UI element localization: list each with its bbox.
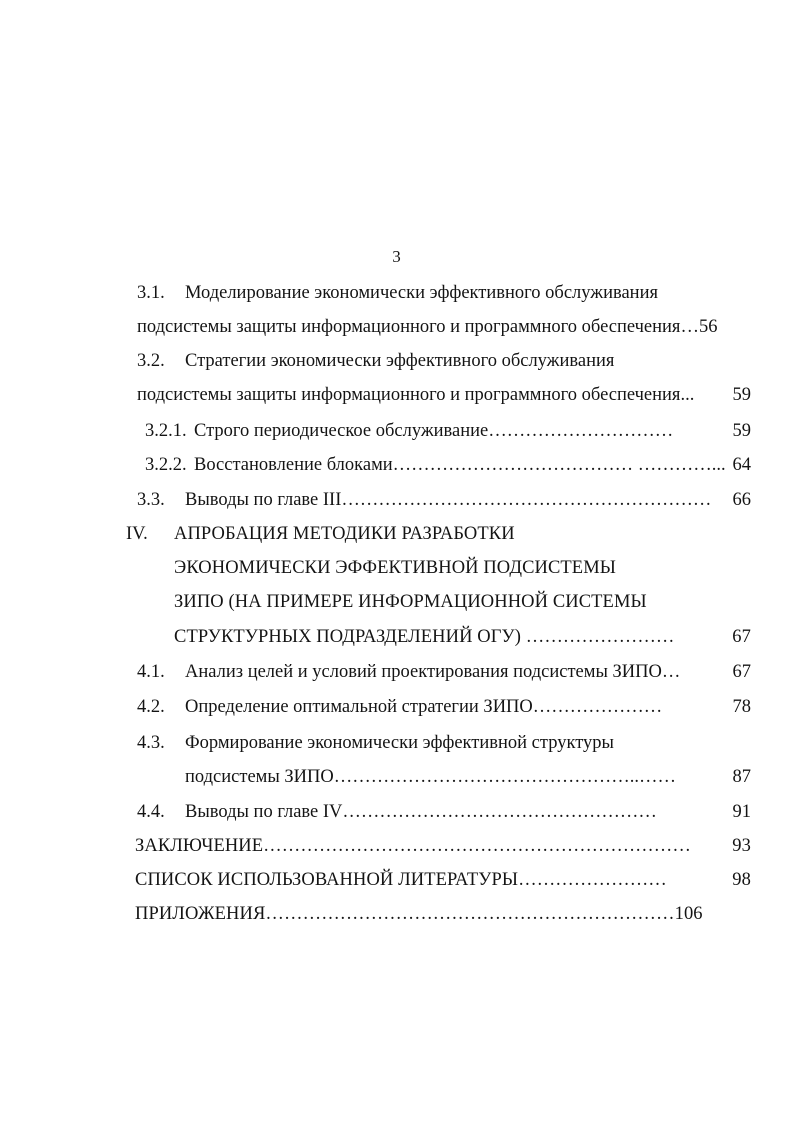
- toc-entry: [174, 625, 751, 649]
- toc-entry-text: ПРИЛОЖЕНИЯ…………………………………………………………106: [135, 904, 703, 924]
- toc-entry: [185, 660, 751, 684]
- toc-entry-text: СПИСОК ИСПОЛЬЗОВАННОЙ ЛИТЕРАТУРЫ……………………: [135, 870, 667, 890]
- toc-entry-text: Формирование экономически эффективной структуры: [185, 733, 614, 753]
- toc-entry: [185, 695, 751, 719]
- toc-entry: [194, 453, 751, 477]
- toc-entry-text: ЗАКЛЮЧЕНИЕ……………………………………………………………: [135, 836, 691, 856]
- toc-entry: [137, 383, 751, 407]
- toc-entry-page: 67: [732, 662, 751, 682]
- toc-entry: [185, 731, 751, 755]
- toc-entry: [174, 590, 751, 614]
- toc-entry: [185, 488, 751, 512]
- toc-entry: [185, 349, 745, 373]
- toc-entry-number: 3.2.: [137, 351, 165, 371]
- toc-entry: [185, 281, 745, 305]
- toc-entry-number: 3.1.: [137, 283, 165, 303]
- toc-entry-text: Выводы по главе III……………………………………………………: [185, 490, 712, 510]
- toc-entry: [135, 902, 751, 926]
- toc-entry: [135, 834, 751, 858]
- toc-entry-page: 98: [732, 870, 751, 890]
- toc-entry: [174, 522, 751, 546]
- toc-entry-page: 78: [732, 697, 751, 717]
- toc-entry: [185, 765, 751, 789]
- toc-entry-text: подсистемы защиты информационного и программного обеспечения…56: [137, 317, 718, 337]
- toc-entry-page: 87: [732, 767, 751, 787]
- toc-entry-text: Моделирование экономически эффективного обслуживания: [185, 283, 658, 303]
- toc-entry-text: АПРОБАЦИЯ МЕТОДИКИ РАЗРАБОТКИ: [174, 524, 515, 544]
- toc-entry: [185, 800, 751, 824]
- toc-entry-text: ЭКОНОМИЧЕСКИ ЭФФЕКТИВНОЙ ПОДСИСТЕМЫ: [174, 558, 616, 578]
- toc-entry-page: 66: [732, 490, 751, 510]
- toc-entry-number: 4.2.: [137, 697, 165, 717]
- toc-entry-text: Определение оптимальной стратегии ЗИПО…………………: [185, 697, 663, 717]
- toc-entry-text: Стратегии экономически эффективного обслуживания: [185, 351, 615, 371]
- toc-entry-number: 4.4.: [137, 802, 165, 822]
- toc-entry: [135, 868, 751, 892]
- toc-entry-text: подсистемы ЗИПО…………………………………………..……: [185, 767, 677, 787]
- toc-entry: [137, 315, 751, 339]
- toc-entry-page: 67: [732, 627, 751, 647]
- toc-entry-text: Анализ целей и условий проектирования подсистемы ЗИПО…: [185, 662, 681, 682]
- toc-entry-text: Строго периодическое обслуживание…………………………: [194, 421, 674, 441]
- toc-entry-number: 3.2.1.: [145, 421, 187, 441]
- page-number: 3: [392, 247, 401, 266]
- toc-entry-number: 3.2.2.: [145, 455, 187, 475]
- toc-entry-number: IV.: [126, 524, 148, 544]
- toc-entry-page: 91: [732, 802, 751, 822]
- toc-entry-number: 3.3.: [137, 490, 165, 510]
- toc-entry-number: 4.1.: [137, 662, 165, 682]
- toc-entry-text: Выводы по главе IV……………………………………………: [185, 802, 657, 822]
- toc-entry-page: 59: [732, 385, 751, 405]
- toc-entry-text: Восстановление блоками………………………………… …………...: [194, 455, 726, 475]
- toc-entry-page: 59: [732, 421, 751, 441]
- toc-entry-text: ЗИПО (НА ПРИМЕРЕ ИНФОРМАЦИОННОЙ СИСТЕМЫ: [174, 592, 647, 612]
- toc-entry: [194, 419, 751, 443]
- toc-entry-text: подсистемы защиты информационного и программного обеспечения...: [137, 385, 695, 405]
- toc-entry: [174, 556, 751, 580]
- toc-entry-text: СТРУКТУРНЫХ ПОДРАЗДЕЛЕНИЙ ОГУ) ……………………: [174, 627, 675, 647]
- toc-entry-number: 4.3.: [137, 733, 165, 753]
- toc-entry-page: 64: [732, 455, 751, 475]
- toc-entry-page: 93: [732, 836, 751, 856]
